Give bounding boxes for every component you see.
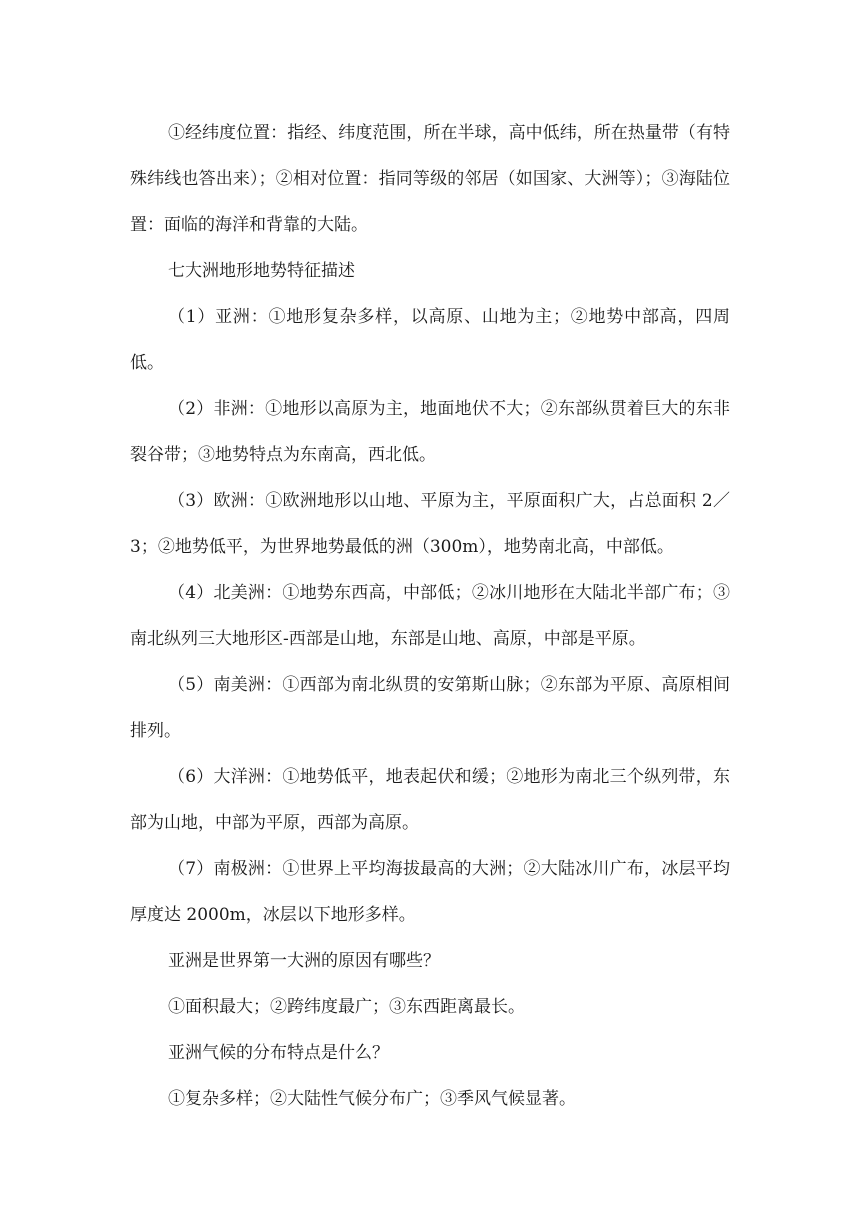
paragraph-asia: （1）亚洲：①地形复杂多样，以高原、山地为主；②地势中部高，四周低。 [130, 307, 730, 373]
paragraph-question-asia-climate: 亚洲气候的分布特点是什么？ [168, 1043, 389, 1063]
paragraph-answer-asia-largest: ①面积最大；②跨纬度最广；③东西距离最长。 [168, 997, 525, 1017]
paragraph-question-asia-largest: 亚洲是世界第一大洲的原因有哪些？ [168, 951, 440, 971]
paragraph-location-types: ①经纬度位置：指经、纬度范围，所在半球，高中低纬，所在热量带（有特殊纬线也答出来）；②相对位置：指同等级的邻居（如国家、大洲等）；③海陆位置：面临的海洋和背靠的大陆。 [130, 123, 730, 235]
paragraph-north-america: （4）北美洲：①地势东西高，中部低；②冰川地形在大陆北半部广布；③南北纵列三大地形区-西部是山地，东部是山地、高原，中部是平原。 [130, 583, 730, 649]
document-body [130, 110, 730, 1122]
paragraph-answer-asia-climate: ①复杂多样；②大陆性气候分布广；③季风气候显著。 [168, 1089, 576, 1109]
paragraph-antarctica: （7）南极洲：①世界上平均海拔最高的大洲；②大陆冰川广布，冰层平均厚度达 2000m，冰层以下地形多样。 [130, 859, 730, 925]
paragraph-south-america: （5）南美洲：①西部为南北纵贯的安第斯山脉；②东部为平原、高原相间排列。 [130, 675, 730, 741]
paragraph-heading-continents: 七大洲地形地势特征描述 [168, 261, 355, 281]
paragraph-oceania: （6）大洋洲：①地势低平，地表起伏和缓；②地形为南北三个纵列带，东部为山地，中部为平原，西部为高原。 [130, 767, 730, 833]
paragraph-europe: （3）欧洲：①欧洲地形以山地、平原为主，平原面积广大，占总面积 2／3；②地势低平，为世界地势最低的洲（300m），地势南北高，中部低。 [130, 491, 730, 557]
paragraph-africa: （2）非洲：①地形以高原为主，地面地伏不大；②东部纵贯着巨大的东非裂谷带；③地势特点为东南高，西北低。 [130, 399, 730, 465]
